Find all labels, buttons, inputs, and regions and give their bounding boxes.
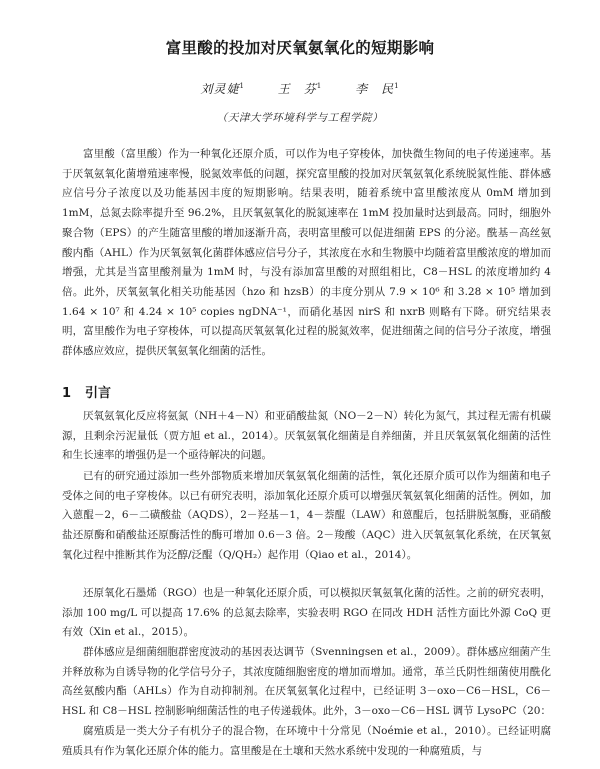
body-paragraph-2: 已有的研究通过添加一些外部物质来增加厌氧氨氧化细菌的活性，氧化还原介质可以作为细菌和电子受体之间的电子穿梭体。以已有研究表明，添加氧化还原介质可以增强厌氧氨氧化细菌的活性。例如，加入蒽醌－2，6－二磺酸盐（AQDS），2－羟基－1，4－萘醌（LAW）和蒽醌后，包括肼脱氢酶，亚硝酸盐还原酶和硝酸盐还原酶活性的酶可增加 0.6－3 倍。2－羧酸（AQC）进入厌氧氨氧化系统，在厌氧氨氧化过程中推断其作为泛醇/泛醌（Q/QH₂）起作用（Qiao et al.，2014）。: [62, 470, 551, 561]
author-list: [0, 80, 600, 97]
affiliation: （天津大学环境科学与工程学院）: [216, 112, 384, 124]
author-affiliation-mark: 1: [316, 82, 323, 90]
section-number: 1: [62, 386, 72, 401]
abstract-paragraph: 富里酸（富里酸）作为一种氧化还原介质，可以作为电子穿梭体，加快微生物间的电子传递速率。基于厌氧氨氧化菌增殖速率慢，脱氮效率低的问题，探究富里酸的投加对厌氧氨氧化系统脱氮性能、群体感应信号分子浓度以及功能基因丰度的短期影响。结果表明，随着系统中富里酸浓度从 0mM 增加到 1mM，总氮去除率提升至 96.2%，且厌氧氨氧化的脱氮速率在 1mM 投加量时达到最高。同时，细胞外聚合物（EPS）的产生随富里酸的增加逐渐升高，表明富里酸可以促进细菌 EPS 的分泌。酰基－高丝氨酸内酯（AHL）作为厌氧氨氧化菌群体感应信号分子，其浓度在水和生物膜中均随着富里酸浓度的增加而增强，尤其是当富里酸剂量为 1mM 时，与没有添加富里酸的对照组相比，C8－HSL 的浓度增加约 4 倍。此外，厌氧氨氧化相关功能基因（hzo 和 hzsB）的丰度分别从 7.9 × 10⁶ 和 3.28 × 10⁵ 增加到 1.64 × 10⁷ 和 4.24 × 10⁵ copies ngDNA⁻¹，而硝化基因 nirS 和 nxrB 则略有下降。研究结果表明，富里酸作为电子穿梭体，可以提高厌氧氨氧化过程的脱氮效率，促进细菌之间的信号分子浓度，增强群体感应效应，提供厌氧氨氧化细菌的活性。: [62, 148, 551, 358]
body-paragraph-1: 厌氧氨氧化反应将氨氮（NH＋4－N）和亚硝酸盐氮（NO－2－N）转化为氮气，其过程无需有机碳源，且剩余污泥量低（贾方旭 et al.，2014）。厌氧氨氧化细菌是自养细菌，并且厌氧氨氧化细菌的活性和生长速率的增强仍是一个亟待解决的问题。: [62, 410, 551, 462]
body-paragraph-3: 还原氧化石墨烯（RGO）也是一种氧化还原介质，可以模拟厌氧氨氧化菌的活性。之前的研究表明，添加 100 mg/L 可以提高 17.6% 的总氮去除率，实验表明 RGO 在同改 HDH 活性方面比外源 CoQ 更有效（Xin et al.，2015）。: [62, 587, 551, 639]
author-affiliation-mark: 1: [394, 82, 400, 90]
section-heading: [62, 382, 362, 401]
body-paragraph-5: 腐殖质是一类大分子有机分子的混合物，在环境中十分常见（Noémie et al.，2010）。已经证明腐殖质具有作为氧化还原介体的能力。富里酸是在土壤和天然水系统中发现的一种腐殖质，与: [62, 725, 551, 757]
author-name: 李 民: [355, 82, 395, 96]
author-affiliation-mark: 1: [239, 82, 245, 90]
paper-title: 富里酸的投加对厌氧氨氧化的短期影响: [165, 39, 435, 57]
author-name: 王 芬: [277, 82, 317, 96]
section-title: 引言: [85, 386, 112, 401]
author-name: 刘灵婕: [200, 82, 240, 96]
author-1: [200, 82, 244, 96]
body-paragraph-4: 群体感应是细菌细胞群密度波动的基因表达调节（Svenningsen et al.，2009）。群体感应细菌产生并释放称为自诱导物的化学信号分子，其浓度随细胞密度的增加而增加。通常，革兰氏阴性细菌使用酰化高丝氨酸内酯（AHLs）作为自动抑制剂。在厌氧氨氧化过程中，已经证明 3－oxo－C6－HSL，C6－HSL 和 C8－HSL 控制影响细菌活性的电子传递载体。此外，3－oxo－C6－HSL 调节 LysoPC（20：: [62, 646, 551, 718]
author-2: [278, 82, 322, 96]
author-3: [355, 82, 399, 96]
